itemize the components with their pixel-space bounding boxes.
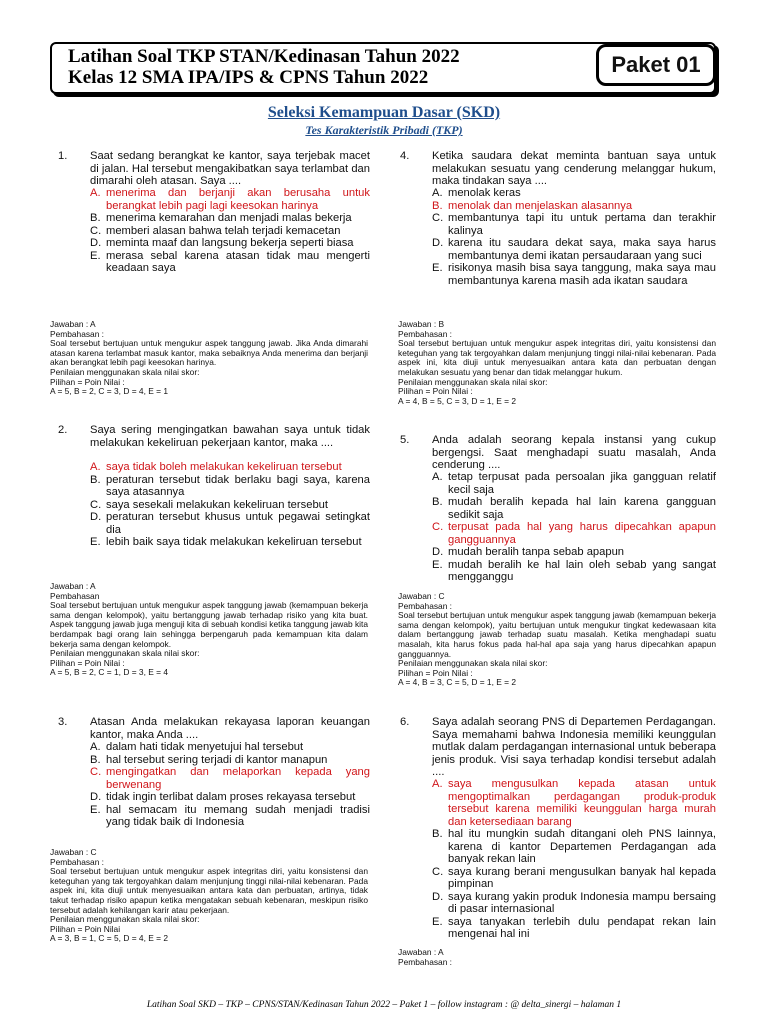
option-text: memberi alasan bahwa telah terjadi kemacetan: [106, 224, 341, 237]
option-c[interactable]: [432, 212, 716, 237]
option-letter: A.: [90, 187, 101, 199]
option-a[interactable]: [90, 461, 370, 474]
option-letter: E.: [432, 558, 443, 571]
header-title-line1: Latihan Soal TKP STAN/Kedinasan Tahun 2022: [68, 46, 460, 67]
explanation-text: Soal tersebut bertujuan untuk mengukur aspek tanggung jawab (kemampuan bekerja sama dengan kelompok), yaitu bertanggung jawab terhadap risiko yang kita buat. Aspek tanggung jawab juga menguji kita di sebuah kondisi ketika tanggung jawab kita berdampak bagi orang lain sehingga berpengaruh pada kemampuan kita dalam bekerja sama dengan kelompok.: [50, 600, 368, 649]
option-letter: E.: [90, 249, 101, 262]
option-text: menolak dan menjelaskan alasannya: [448, 199, 633, 212]
explanation-5: [398, 592, 716, 688]
explanation-heading: Pembahasan :: [398, 956, 453, 967]
option-list: [90, 741, 370, 829]
option-text: saya kurang yakin produk Indonesia mampu bersaing di pasar internasional: [448, 890, 716, 915]
explanation-heading: Pembahasan :: [398, 328, 453, 339]
question-5: [400, 434, 716, 584]
answer-key: Jawaban : C: [398, 591, 445, 601]
option-letter: B.: [432, 828, 443, 840]
option-e[interactable]: [90, 250, 370, 275]
option-letter: C.: [90, 498, 102, 511]
option-e[interactable]: [90, 804, 370, 829]
scoring-values: A = 4, B = 3, C = 5, D = 1, E = 2: [398, 677, 517, 688]
option-e[interactable]: [90, 536, 370, 549]
option-text: tidak ingin terlibat dalam proses rekayasa tersebut: [106, 791, 356, 803]
question-2: [58, 424, 370, 574]
question-number: 4.: [400, 150, 410, 162]
option-text: peraturan tersebut tidak berlaku bagi saya, karena saya atasannya: [106, 473, 370, 498]
question-6: [400, 716, 716, 946]
option-a[interactable]: [432, 471, 716, 496]
scoring-label: Pilihan = Poin Nilai :: [50, 376, 125, 387]
option-text: tetap terpusat pada persoalan jika gangguan relatif kecil saja: [448, 471, 716, 496]
option-list: [432, 471, 716, 584]
option-text: hal semacam itu memang sudah menjadi tradisi yang tidak baik di Indonesia: [106, 803, 370, 828]
explanation-heading: Pembahasan: [50, 590, 100, 601]
option-text: merasa sebal karena atasan tidak mau mengerti keadaan saya: [106, 249, 370, 274]
option-text: mengingatkan dan melaporkan kepada yang berwenang: [106, 766, 370, 791]
option-text: peraturan tersebut khusus untuk pegawai setingkat dia: [106, 511, 370, 536]
scoring-note: Penilaian menggunakan skala nilai skor:: [398, 658, 548, 669]
option-a[interactable]: [90, 741, 370, 754]
question-stem: Anda adalah seorang kepala instansi yang cukup bergengsi. Saat menghadapi suatu masalah, Anda cenderung ....: [432, 434, 716, 471]
scoring-note: Penilaian menggunakan skala nilai skor:: [50, 914, 200, 925]
option-text: saya tanyakan terlebih dulu pendapat rekan lain mengenai hal ini: [448, 915, 716, 940]
option-letter: E.: [90, 803, 101, 816]
explanation-text: Soal tersebut bertujuan untuk mengukur aspek integritas diri, yaitu konsistensi dan keteguhan yang tak tergoyahkan dalam menjunjung tinggi nilai-nilai kebenaran. Pada aspek ini, kita diuji untuk menyesuaikan antara kata dan perbuatan dengan melakukan sesuatu yang benar dan tidak melanggar hukum.: [398, 338, 716, 377]
page-footer: Latihan Soal SKD – TKP – CPNS/STAN/Kedinasan Tahun 2022 – Paket 1 – follow instagram : @ delta_sinergi – halaman 1: [146, 1000, 622, 1010]
option-c[interactable]: [90, 499, 370, 512]
option-letter: C.: [432, 212, 444, 224]
option-letter: C.: [90, 224, 102, 237]
option-b[interactable]: [90, 754, 370, 767]
option-letter: D.: [90, 791, 102, 803]
explanation-text: Soal tersebut bertujuan untuk mengukur aspek integritas diri, yaitu konsistensi dan keteguhan yang tak tergoyahkan dalam menjunjung tinggi nilai-nilai kebenaran. Pada aspek ini, kita diuji untuk menyesuaikan antara kata dan perbuatan, artinya, tidak takut terhadap risiko apapun ketika mengatakan sebuah kebenaran, meskipun risiko tersebut adalah kehilangan karir atau pekerjaan.: [50, 866, 368, 915]
option-letter: A.: [432, 187, 443, 199]
question-number: 3.: [58, 716, 68, 728]
option-a[interactable]: [432, 778, 716, 828]
explanation-heading: Pembahasan :: [50, 856, 105, 867]
option-text: menolak keras: [448, 187, 521, 199]
scoring-values: A = 3, B = 1, C = 5, D = 4, E = 2: [50, 933, 169, 944]
option-letter: E.: [432, 915, 443, 928]
option-b[interactable]: [432, 496, 716, 521]
explanation-text: Soal tersebut bertujuan untuk mengukur aspek tanggung jawab. Jika Anda dimarahi atasan karena terlambat masuk kantor, maka sebaiknya Anda menerima dan berjanji akan berangkat lebih pagi keesokan harinya.: [50, 338, 368, 368]
option-letter: C.: [90, 766, 102, 778]
option-c[interactable]: [432, 521, 716, 546]
option-text: mudah beralih kepada hal lain karena gangguan sedikit saja: [448, 496, 716, 521]
header-title-line2: Kelas 12 SMA IPA/IPS & CPNS Tahun 2022: [68, 67, 429, 88]
scoring-note: Penilaian menggunakan skala nilai skor:: [398, 376, 548, 387]
option-e[interactable]: [432, 559, 716, 584]
option-a[interactable]: [432, 187, 716, 200]
option-text: hal itu mungkin sudah ditangani oleh PNS lainnya, karena di kantor Departemen Perdagangan ada banyak rekan lain: [448, 828, 716, 865]
question-number: 6.: [400, 716, 410, 728]
answer-key: Jawaban : A: [50, 581, 96, 591]
answer-key: Jawaban : A: [50, 319, 96, 329]
option-text: dalam hati tidak menyetujui hal tersebut: [106, 741, 304, 753]
option-letter: A.: [432, 471, 443, 483]
option-text: membantunya tapi itu untuk pertama dan terakhir kalinya: [448, 212, 716, 237]
option-e[interactable]: [432, 916, 716, 941]
option-text: meminta maaf dan langsung bekerja seperti biasa: [106, 237, 354, 249]
option-letter: E.: [90, 536, 101, 548]
option-text: mudah beralih tanpa sebab apapun: [448, 546, 625, 558]
option-letter: D.: [90, 511, 102, 523]
option-letter: B.: [90, 473, 101, 486]
option-c[interactable]: [90, 225, 370, 238]
scoring-label: Pilihan = Poin Nilai :: [50, 657, 125, 668]
scoring-label: Pilihan = Poin Nilai :: [398, 386, 473, 397]
option-list: [90, 461, 370, 549]
option-text: hal tersebut sering terjadi di kantor manapun: [106, 753, 328, 766]
option-c[interactable]: [90, 766, 370, 791]
explanation-6: [398, 948, 716, 967]
option-c[interactable]: [432, 866, 716, 891]
scoring-note: Penilaian menggunakan skala nilai skor:: [50, 366, 200, 377]
explanation-heading: Pembahasan :: [50, 328, 105, 339]
option-d[interactable]: [90, 511, 370, 536]
explanation-4: [398, 320, 716, 406]
question-stem: Saat sedang berangkat ke kantor, saya terjebak macet di jalan. Hal tersebut mengakibatkan saya terlambat dan dimarahi oleh atasan. Saya ....: [90, 150, 370, 187]
question-1: [58, 150, 370, 315]
explanation-2: [50, 582, 368, 678]
explanation-3: [50, 848, 368, 944]
option-text: saya sesekali melakukan kekeliruan tersebut: [106, 498, 329, 511]
option-b[interactable]: [90, 474, 370, 499]
question-number: 2.: [58, 424, 68, 436]
section-subtitle: Tes Karakteristik Pribadi (TKP): [305, 123, 463, 137]
question-number: 5.: [400, 434, 410, 446]
option-list: [432, 187, 716, 287]
option-letter: A.: [90, 741, 101, 753]
explanation-text: Soal tersebut bertujuan untuk mengukur aspek tanggung jawab (kemampuan bekerja sama dengan kelompok), yaitu bertujuan untuk mengukur tingkat kedewasaan kita dalam bertanggung jawab terhadap suatu masalah. Ketika menghadapi suatu masalah, kita harus fokus pada hal-hal apa saja yang harus dipecahkan apapun gangguannya.: [398, 610, 716, 659]
question-stem: Ketika saudara dekat meminta bantuan saya untuk melakukan sesuatu yang cenderung melanggar hukum, maka tindakan saya ....: [432, 150, 716, 187]
option-text: mudah beralih ke hal lain oleh sebab yang sangat mengganggu: [448, 558, 716, 583]
option-text: risikonya masih bisa saya tanggung, maka saya mau membantunya karena masih ada ikatan saudara: [448, 262, 716, 287]
question-stem: Atasan Anda melakukan rekayasa laporan keuangan kantor, maka Anda ....: [90, 716, 370, 741]
option-letter: B.: [432, 496, 443, 508]
option-letter: B.: [432, 199, 443, 212]
option-text: saya tidak boleh melakukan kekeliruan tersebut: [106, 461, 342, 473]
scoring-values: A = 5, B = 2, C = 3, D = 4, E = 1: [50, 386, 169, 397]
explanation-heading: Pembahasan :: [398, 600, 453, 611]
option-d[interactable]: [90, 791, 370, 804]
option-text: karena itu saudara dekat saya, maka saya harus membantunya demi ikatan persaudaraan yang suci: [448, 237, 716, 262]
scoring-label: Pilihan = Poin Nilai: [50, 923, 121, 934]
option-letter: A.: [432, 778, 443, 790]
option-letter: E.: [432, 262, 443, 274]
question-stem: Saya sering mengingatkan bawahan saya untuk tidak melakukan kekeliruan pekerjaan kantor, maka ....: [90, 424, 370, 449]
option-d[interactable]: [432, 237, 716, 262]
option-d[interactable]: [432, 891, 716, 916]
answer-key: Jawaban : B: [398, 319, 445, 329]
option-letter: B.: [90, 753, 101, 766]
scoring-values: A = 5, B = 2, C = 1, D = 3, E = 4: [50, 667, 169, 678]
option-text: lebih baik saya tidak melakukan kekeliruan tersebut: [106, 536, 362, 548]
answer-key: Jawaban : A: [398, 947, 444, 957]
option-text: menerima dan berjanji akan berusaha untuk berangkat lebih pagi lagi keesokan harinya: [106, 187, 370, 212]
option-text: terpusat pada hal yang harus dipecahkan apapun gangguannya: [448, 521, 716, 546]
scoring-values: A = 4, B = 5, C = 3, D = 1, E = 2: [398, 395, 517, 406]
explanation-1: [50, 320, 368, 397]
option-list: [432, 778, 716, 941]
option-letter: D.: [432, 237, 444, 249]
scoring-note: Penilaian menggunakan skala nilai skor:: [50, 648, 200, 659]
section-title: Seleksi Kemampuan Dasar (SKD): [267, 104, 501, 121]
option-letter: D.: [432, 890, 444, 903]
option-list: [90, 187, 370, 275]
option-d[interactable]: [90, 237, 370, 250]
option-letter: D.: [432, 546, 444, 558]
question-stem: Saya adalah seorang PNS di Departemen Perdagangan. Saya memahami bahwa Indonesia memiliki keunggulan mutlak dalam perdagangan internasional untuk beberapa jenis produk. Visi saya terhadap kondisi tersebut adalah ....: [432, 716, 716, 778]
option-text: saya kurang berani mengusulkan banyak hal kepada pimpinan: [448, 865, 716, 890]
option-e[interactable]: [432, 262, 716, 287]
option-letter: B.: [90, 212, 101, 224]
question-3: [58, 716, 370, 841]
option-b[interactable]: [90, 212, 370, 225]
option-letter: D.: [90, 237, 102, 249]
option-letter: A.: [90, 461, 101, 473]
option-b[interactable]: [432, 200, 716, 213]
option-text: saya mengusulkan kepada atasan untuk mengoptimalkan perdagangan produk-produk tersebut karena memiliki keunggulan harga murah dan ketersediaan barang: [448, 778, 716, 828]
option-letter: C.: [432, 865, 444, 878]
option-text: menerima kemarahan dan menjadi malas bekerja: [106, 212, 352, 224]
question-number: 1.: [58, 150, 68, 162]
paket-badge: Paket 01: [596, 44, 716, 86]
option-d[interactable]: [432, 546, 716, 559]
answer-key: Jawaban : C: [50, 847, 97, 857]
option-b[interactable]: [432, 828, 716, 866]
question-4: [400, 150, 716, 315]
option-letter: C.: [432, 521, 444, 533]
option-a[interactable]: [90, 187, 370, 212]
scoring-label: Pilihan = Poin Nilai :: [398, 667, 473, 678]
